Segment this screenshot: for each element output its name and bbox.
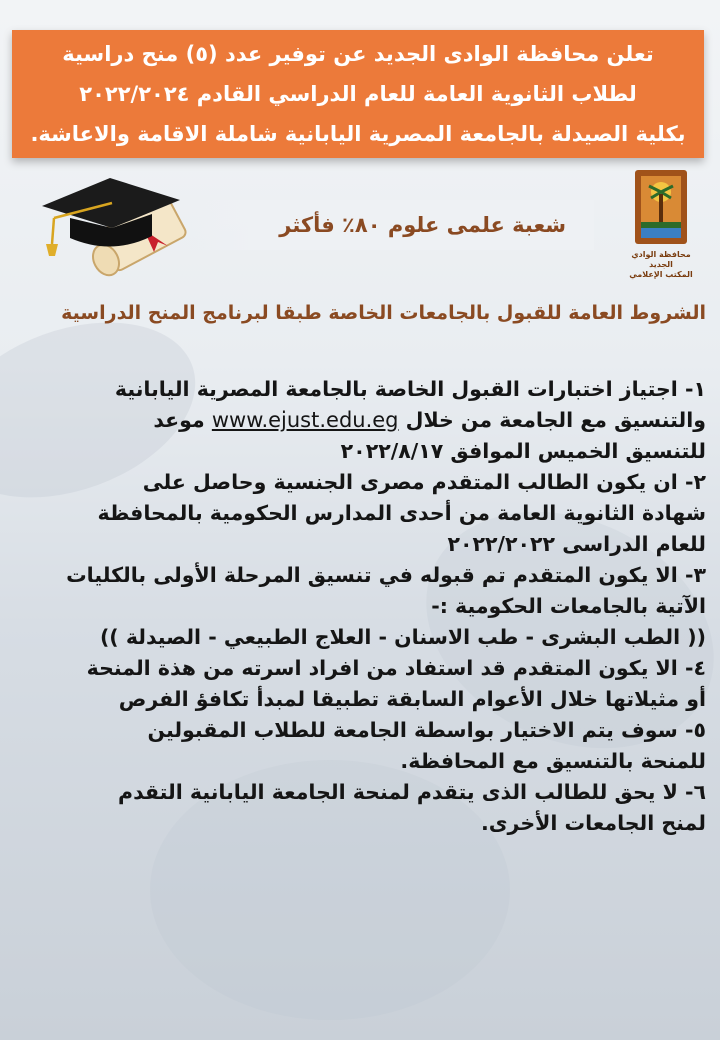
condition-line: ٤- الا يكون المتقدم قد استفاد من افراد اسرته من هذة المنحة xyxy=(86,656,706,680)
condition-line: ٦- لا يحق للطالب الذى يتقدم لمنحة الجامعة اليابانية التقدم xyxy=(118,780,706,804)
banner-line: بكلية الصيدلة بالجامعة المصرية اليابانية شاملة الاقامة والاعاشة. xyxy=(30,122,686,146)
condition-line: الآتية بالجامعات الحكومية :- xyxy=(431,594,706,618)
section-heading: الشروط العامة للقبول بالجامعات الخاصة طبقا لبرنامج المنح الدراسية xyxy=(61,302,706,324)
logo-caption: محافظة الوادي الجديد xyxy=(631,250,691,269)
conditions-list xyxy=(20,374,706,839)
banner-line: تعلن محافظة الوادى الجديد عن توفير عدد (٥) منح دراسية xyxy=(62,42,654,66)
governorate-logo xyxy=(626,168,696,279)
university-website-link[interactable]: www.ejust.edu.eg xyxy=(211,408,399,432)
graduation-cap-icon xyxy=(24,170,199,285)
condition-line: ٣- الا يكون المتقدم تم قبوله في تنسيق المرحلة الأولى بالكليات xyxy=(66,563,706,587)
science-track-label: شعبة علمى علوم ٨٠٪ فأكثر xyxy=(186,200,594,250)
condition-line: شهادة الثانوية العامة من أحدى المدارس الحكومية بالمحافظة xyxy=(97,501,706,525)
condition-line: (( الطب البشرى - طب الاسنان - العلاج الطبيعي - الصيدلة )) xyxy=(99,625,706,649)
condition-line: للتنسيق الخميس الموافق ٢٠٢٢/٨/١٧ xyxy=(340,439,706,463)
condition-line: ١- اجتياز اختبارات القبول الخاصة بالجامعة المصرية اليابانية xyxy=(114,377,706,401)
palm-tree-emblem-icon xyxy=(631,168,691,246)
condition-line: لمنح الجامعات الأخرى. xyxy=(480,811,706,835)
condition-line: ٢- ان يكون الطالب المتقدم مصرى الجنسية وحاصل على xyxy=(142,470,706,494)
condition-line: ٥- سوف يتم الاختيار بواسطة الجامعة للطلاب المقبولين xyxy=(147,718,706,742)
logo-caption: المكتب الإعلامي xyxy=(629,270,693,279)
banner-line: لطلاب الثانوية العامة للعام الدراسي القادم ٢٠٢٢/٢٠٢٤ xyxy=(79,82,637,106)
condition-line xyxy=(20,405,706,436)
condition-line: أو مثيلاتها خلال الأعوام السابقة تطبيقا لمبدأ تكافؤ الفرص xyxy=(118,687,706,711)
condition-text: والتنسيق مع الجامعة من خلال xyxy=(405,408,706,432)
condition-line: للعام الدراسى ٢٠٢٢/٢٠٢٢ xyxy=(447,532,706,556)
condition-text: موعد xyxy=(153,408,205,432)
announcement-banner xyxy=(12,30,704,158)
condition-line: للمنحة بالتنسيق مع المحافظة. xyxy=(400,749,706,773)
